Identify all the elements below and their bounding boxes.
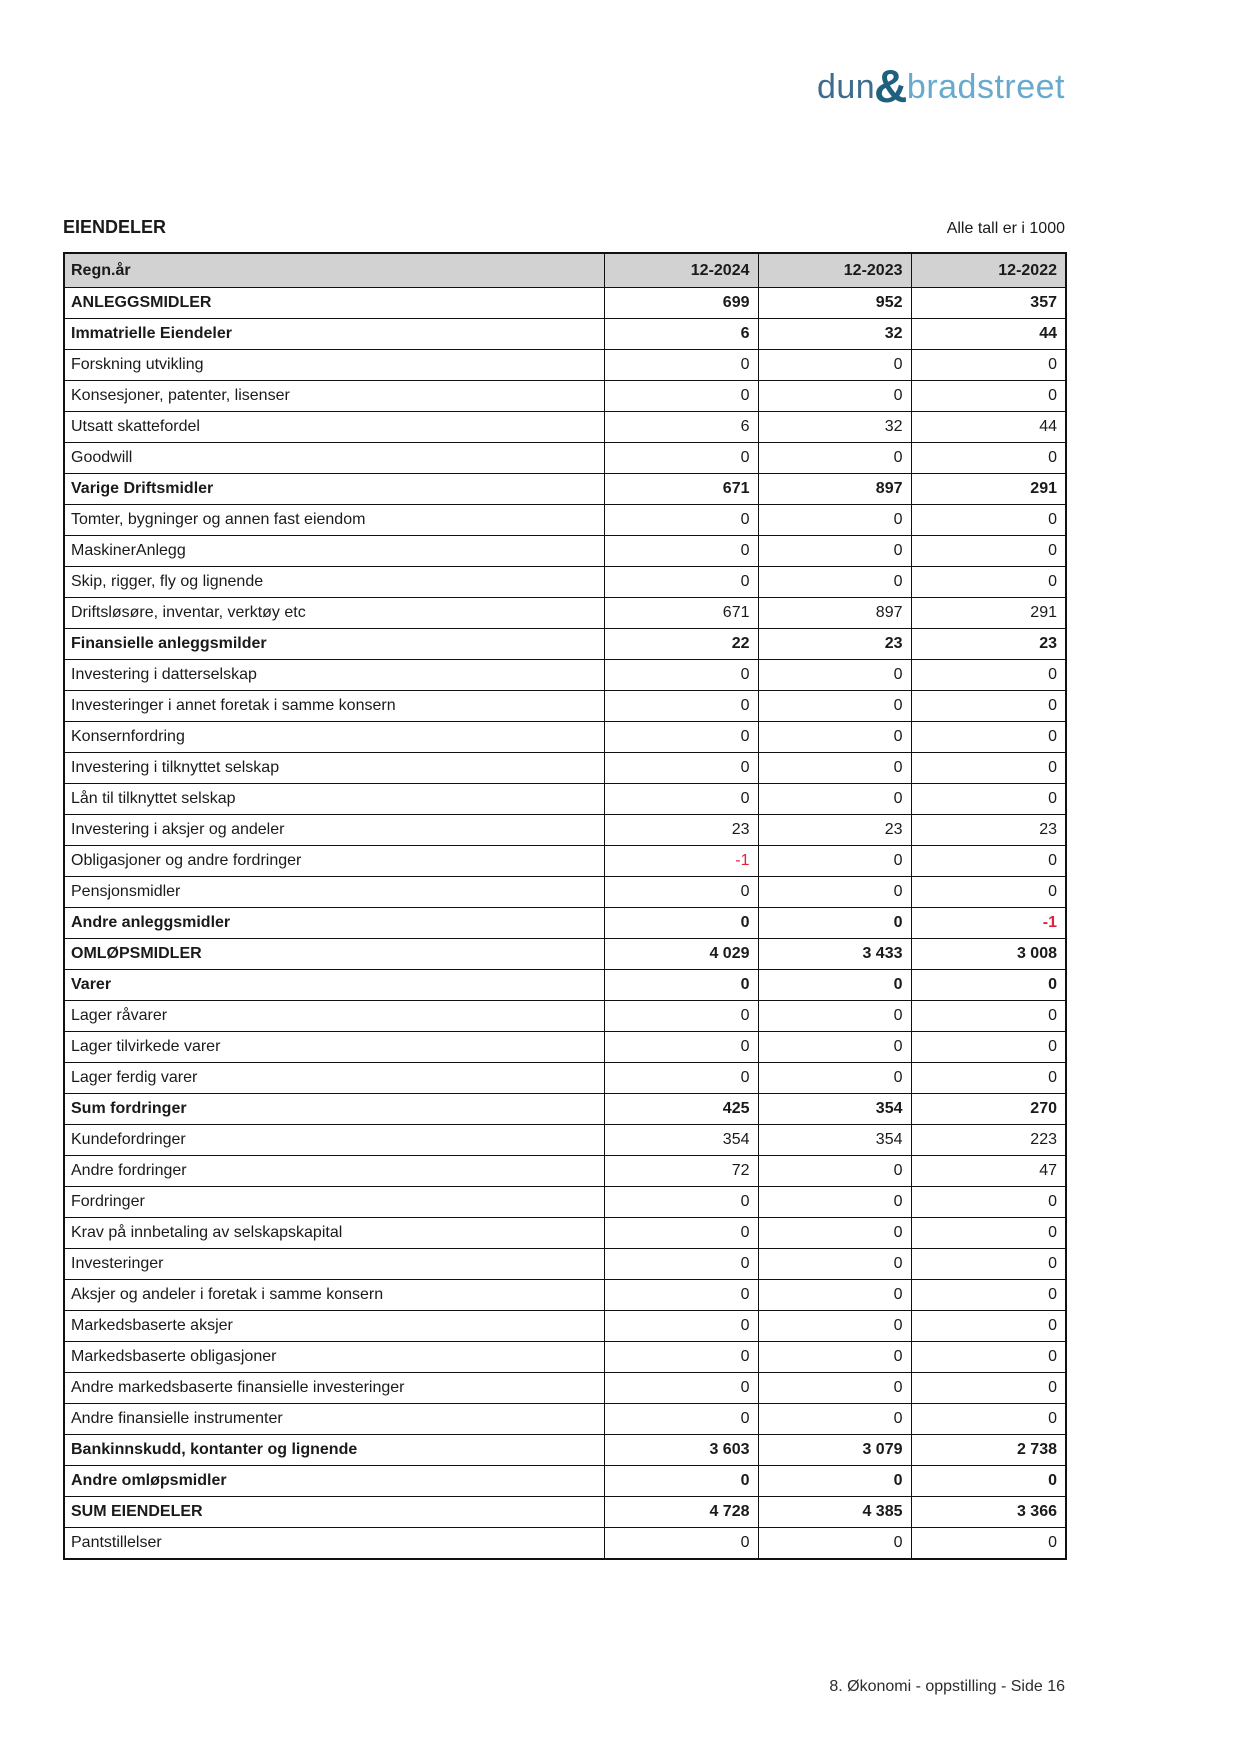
row-value: 425 bbox=[604, 1094, 758, 1125]
table-row bbox=[64, 970, 1066, 1001]
row-value: 6 bbox=[604, 412, 758, 443]
table-row bbox=[64, 350, 1066, 381]
row-value: 0 bbox=[911, 1342, 1066, 1373]
row-value: 3 366 bbox=[911, 1497, 1066, 1528]
row-value: 0 bbox=[604, 1218, 758, 1249]
row-value: 0 bbox=[604, 691, 758, 722]
logo-text-bradstreet: bradstreet bbox=[906, 68, 1065, 106]
table-row bbox=[64, 319, 1066, 350]
row-value: 0 bbox=[911, 567, 1066, 598]
row-value: 0 bbox=[604, 1249, 758, 1280]
row-value: 0 bbox=[758, 1063, 911, 1094]
row-value: 0 bbox=[604, 567, 758, 598]
row-label: Investering i datterselskap bbox=[64, 660, 604, 691]
row-label: Kundefordringer bbox=[64, 1125, 604, 1156]
table-row bbox=[64, 722, 1066, 753]
table-row bbox=[64, 1249, 1066, 1280]
row-value: 0 bbox=[604, 1373, 758, 1404]
row-value: 357 bbox=[911, 288, 1066, 319]
row-value: 0 bbox=[604, 660, 758, 691]
row-value: 0 bbox=[604, 381, 758, 412]
row-label: Lager ferdig varer bbox=[64, 1063, 604, 1094]
row-label: ANLEGGSMIDLER bbox=[64, 288, 604, 319]
row-value: 0 bbox=[604, 505, 758, 536]
row-value: 0 bbox=[604, 1001, 758, 1032]
row-value: 0 bbox=[911, 1249, 1066, 1280]
row-value: 0 bbox=[604, 350, 758, 381]
table-row bbox=[64, 939, 1066, 970]
row-value: 0 bbox=[758, 536, 911, 567]
row-value: 6 bbox=[604, 319, 758, 350]
row-value: 0 bbox=[604, 1280, 758, 1311]
units-note: Alle tall er i 1000 bbox=[946, 220, 1065, 237]
row-label: Konsernfordring bbox=[64, 722, 604, 753]
row-value: 0 bbox=[911, 505, 1066, 536]
row-value: 0 bbox=[604, 877, 758, 908]
row-label: Andre finansielle instrumenter bbox=[64, 1404, 604, 1435]
row-value: 0 bbox=[911, 1373, 1066, 1404]
table-row bbox=[64, 1342, 1066, 1373]
row-value: 671 bbox=[604, 598, 758, 629]
row-label: Lager råvarer bbox=[64, 1001, 604, 1032]
row-value: 0 bbox=[758, 350, 911, 381]
row-value: 3 603 bbox=[604, 1435, 758, 1466]
row-value: 0 bbox=[758, 1187, 911, 1218]
row-value: 0 bbox=[604, 1404, 758, 1435]
row-value: 0 bbox=[911, 1218, 1066, 1249]
row-value: 0 bbox=[758, 1466, 911, 1497]
row-value: 4 728 bbox=[604, 1497, 758, 1528]
table-row bbox=[64, 443, 1066, 474]
row-value: 0 bbox=[604, 1466, 758, 1497]
row-value: 0 bbox=[758, 443, 911, 474]
row-value: 0 bbox=[758, 1373, 911, 1404]
table-row bbox=[64, 1032, 1066, 1063]
row-value: 0 bbox=[758, 381, 911, 412]
row-value: 0 bbox=[911, 846, 1066, 877]
row-label: OMLØPSMIDLER bbox=[64, 939, 604, 970]
table-row bbox=[64, 598, 1066, 629]
table-row bbox=[64, 1218, 1066, 1249]
row-value: 0 bbox=[758, 1218, 911, 1249]
row-value: 23 bbox=[911, 815, 1066, 846]
row-label: Skip, rigger, fly og lignende bbox=[64, 567, 604, 598]
row-label: Immatrielle Eiendeler bbox=[64, 319, 604, 350]
row-label: Varer bbox=[64, 970, 604, 1001]
row-value: 0 bbox=[758, 753, 911, 784]
row-label: Finansielle anleggsmilder bbox=[64, 629, 604, 660]
row-value: 23 bbox=[758, 815, 911, 846]
row-value: 0 bbox=[604, 443, 758, 474]
row-value: 0 bbox=[604, 1342, 758, 1373]
row-value: 3 433 bbox=[758, 939, 911, 970]
row-value: 0 bbox=[604, 1032, 758, 1063]
row-value: 0 bbox=[911, 1187, 1066, 1218]
row-value: 0 bbox=[911, 753, 1066, 784]
row-label: Investering i aksjer og andeler bbox=[64, 815, 604, 846]
row-label: Investeringer i annet foretak i samme konsern bbox=[64, 691, 604, 722]
row-value: 0 bbox=[758, 567, 911, 598]
row-label: MaskinerAnlegg bbox=[64, 536, 604, 567]
row-label: Tomter, bygninger og annen fast eiendom bbox=[64, 505, 604, 536]
row-value: 291 bbox=[911, 598, 1066, 629]
table-row bbox=[64, 381, 1066, 412]
row-value: 0 bbox=[604, 1528, 758, 1560]
row-value: 0 bbox=[911, 722, 1066, 753]
row-value: 0 bbox=[911, 381, 1066, 412]
row-label: Markedsbaserte aksjer bbox=[64, 1311, 604, 1342]
row-value: 0 bbox=[911, 1311, 1066, 1342]
table-row bbox=[64, 660, 1066, 691]
row-value: 354 bbox=[758, 1125, 911, 1156]
table-row bbox=[64, 536, 1066, 567]
row-label: Aksjer og andeler i foretak i samme konsern bbox=[64, 1280, 604, 1311]
row-value: 0 bbox=[911, 1001, 1066, 1032]
row-value: 23 bbox=[911, 629, 1066, 660]
row-label: Lån til tilknyttet selskap bbox=[64, 784, 604, 815]
row-value: 0 bbox=[758, 877, 911, 908]
row-value: 0 bbox=[758, 722, 911, 753]
row-value: 0 bbox=[604, 784, 758, 815]
table-row bbox=[64, 1125, 1066, 1156]
section-header bbox=[63, 217, 1065, 238]
row-label: Investering i tilknyttet selskap bbox=[64, 753, 604, 784]
row-value: 0 bbox=[911, 350, 1066, 381]
table-row bbox=[64, 784, 1066, 815]
row-value: 3 008 bbox=[911, 939, 1066, 970]
row-value: 0 bbox=[911, 1404, 1066, 1435]
row-value: 0 bbox=[604, 970, 758, 1001]
table-row bbox=[64, 908, 1066, 939]
table-row bbox=[64, 1528, 1066, 1560]
row-label: Konsesjoner, patenter, lisenser bbox=[64, 381, 604, 412]
row-value: 44 bbox=[911, 319, 1066, 350]
table-row bbox=[64, 505, 1066, 536]
row-value: 0 bbox=[758, 1032, 911, 1063]
row-value: 0 bbox=[911, 1528, 1066, 1560]
row-value: 0 bbox=[911, 1063, 1066, 1094]
row-value: 0 bbox=[604, 536, 758, 567]
row-label: Pensjonsmidler bbox=[64, 877, 604, 908]
row-label: Goodwill bbox=[64, 443, 604, 474]
row-label: Andre markedsbaserte finansielle investeringer bbox=[64, 1373, 604, 1404]
row-label: Driftsløsøre, inventar, verktøy etc bbox=[64, 598, 604, 629]
row-value: 0 bbox=[604, 908, 758, 939]
row-value: 0 bbox=[758, 505, 911, 536]
row-value: 0 bbox=[758, 784, 911, 815]
row-value: -1 bbox=[604, 846, 758, 877]
row-value: 0 bbox=[758, 1001, 911, 1032]
row-value: 0 bbox=[911, 536, 1066, 567]
row-label: Fordringer bbox=[64, 1187, 604, 1218]
row-value: 44 bbox=[911, 412, 1066, 443]
row-value: 0 bbox=[758, 1280, 911, 1311]
row-label: Investeringer bbox=[64, 1249, 604, 1280]
row-value: 952 bbox=[758, 288, 911, 319]
row-label: Krav på innbetaling av selskapskapital bbox=[64, 1218, 604, 1249]
row-label: Utsatt skattefordel bbox=[64, 412, 604, 443]
row-value: 3 079 bbox=[758, 1435, 911, 1466]
row-value: 897 bbox=[758, 474, 911, 505]
logo-text-dun: dun bbox=[816, 68, 876, 106]
table-row bbox=[64, 1373, 1066, 1404]
table-row bbox=[64, 412, 1066, 443]
row-label: Andre fordringer bbox=[64, 1156, 604, 1187]
balance-sheet-table-wrap bbox=[63, 252, 1065, 1560]
row-value: 0 bbox=[604, 1187, 758, 1218]
row-value: 0 bbox=[604, 722, 758, 753]
table-row bbox=[64, 1497, 1066, 1528]
row-value: 47 bbox=[911, 1156, 1066, 1187]
row-label: Andre anleggsmidler bbox=[64, 908, 604, 939]
row-label: SUM EIENDELER bbox=[64, 1497, 604, 1528]
row-value: 0 bbox=[758, 1404, 911, 1435]
row-label: Markedsbaserte obligasjoner bbox=[64, 1342, 604, 1373]
page-title: EIENDELER bbox=[63, 217, 167, 237]
table-row bbox=[64, 1466, 1066, 1497]
row-value: 671 bbox=[604, 474, 758, 505]
row-value: 32 bbox=[758, 319, 911, 350]
row-value: 0 bbox=[758, 1311, 911, 1342]
logo-ampersand-icon: & bbox=[874, 60, 908, 112]
table-row bbox=[64, 1280, 1066, 1311]
row-value: 4 385 bbox=[758, 1497, 911, 1528]
table-row bbox=[64, 691, 1066, 722]
row-value: 0 bbox=[604, 1063, 758, 1094]
row-value: 0 bbox=[911, 784, 1066, 815]
table-row bbox=[64, 567, 1066, 598]
row-value: 0 bbox=[758, 1342, 911, 1373]
row-value: 0 bbox=[604, 1311, 758, 1342]
row-value: 23 bbox=[604, 815, 758, 846]
column-header-2024: 12-2024 bbox=[604, 253, 758, 288]
row-value: -1 bbox=[911, 908, 1066, 939]
table-row bbox=[64, 1156, 1066, 1187]
column-header-year-label: Regn.år bbox=[64, 253, 604, 288]
row-value: 0 bbox=[758, 1156, 911, 1187]
row-value: 354 bbox=[758, 1094, 911, 1125]
table-row bbox=[64, 1435, 1066, 1466]
row-label: Andre omløpsmidler bbox=[64, 1466, 604, 1497]
column-header-2022: 12-2022 bbox=[911, 253, 1066, 288]
row-label: Bankinnskudd, kontanter og lignende bbox=[64, 1435, 604, 1466]
table-row bbox=[64, 753, 1066, 784]
row-label: Sum fordringer bbox=[64, 1094, 604, 1125]
row-value: 0 bbox=[758, 908, 911, 939]
row-label: Forskning utvikling bbox=[64, 350, 604, 381]
table-row bbox=[64, 877, 1066, 908]
row-value: 0 bbox=[911, 1032, 1066, 1063]
row-value: 4 029 bbox=[604, 939, 758, 970]
balance-table-body bbox=[64, 288, 1066, 1560]
balance-sheet-table bbox=[63, 252, 1067, 1560]
row-value: 0 bbox=[911, 1466, 1066, 1497]
row-value: 22 bbox=[604, 629, 758, 660]
row-value: 0 bbox=[911, 660, 1066, 691]
row-value: 0 bbox=[911, 877, 1066, 908]
table-row bbox=[64, 629, 1066, 660]
row-value: 0 bbox=[758, 970, 911, 1001]
row-value: 0 bbox=[911, 443, 1066, 474]
row-value: 0 bbox=[758, 846, 911, 877]
row-label: Obligasjoner og andre fordringer bbox=[64, 846, 604, 877]
table-row bbox=[64, 1001, 1066, 1032]
table-row bbox=[64, 1094, 1066, 1125]
row-value: 32 bbox=[758, 412, 911, 443]
page-footer: 8. Økonomi - oppstilling - Side 16 bbox=[829, 1678, 1065, 1695]
table-row bbox=[64, 1311, 1066, 1342]
row-value: 72 bbox=[604, 1156, 758, 1187]
column-header-2023: 12-2023 bbox=[758, 253, 911, 288]
dun-bradstreet-logo bbox=[63, 60, 1065, 112]
row-value: 897 bbox=[758, 598, 911, 629]
row-value: 0 bbox=[604, 753, 758, 784]
table-row bbox=[64, 846, 1066, 877]
table-row bbox=[64, 1404, 1066, 1435]
table-row bbox=[64, 1063, 1066, 1094]
table-row bbox=[64, 474, 1066, 505]
row-value: 291 bbox=[911, 474, 1066, 505]
row-value: 0 bbox=[911, 691, 1066, 722]
row-label: Varige Driftsmidler bbox=[64, 474, 604, 505]
row-label: Pantstillelser bbox=[64, 1528, 604, 1560]
row-label: Lager tilvirkede varer bbox=[64, 1032, 604, 1063]
row-value: 699 bbox=[604, 288, 758, 319]
row-value: 23 bbox=[758, 629, 911, 660]
row-value: 0 bbox=[758, 660, 911, 691]
table-row bbox=[64, 1187, 1066, 1218]
table-row bbox=[64, 815, 1066, 846]
row-value: 0 bbox=[911, 970, 1066, 1001]
row-value: 354 bbox=[604, 1125, 758, 1156]
row-value: 270 bbox=[911, 1094, 1066, 1125]
row-value: 2 738 bbox=[911, 1435, 1066, 1466]
row-value: 0 bbox=[758, 1528, 911, 1560]
row-value: 0 bbox=[758, 691, 911, 722]
row-value: 0 bbox=[911, 1280, 1066, 1311]
row-value: 0 bbox=[758, 1249, 911, 1280]
table-row bbox=[64, 288, 1066, 319]
row-value: 223 bbox=[911, 1125, 1066, 1156]
table-header-row bbox=[64, 253, 1066, 288]
